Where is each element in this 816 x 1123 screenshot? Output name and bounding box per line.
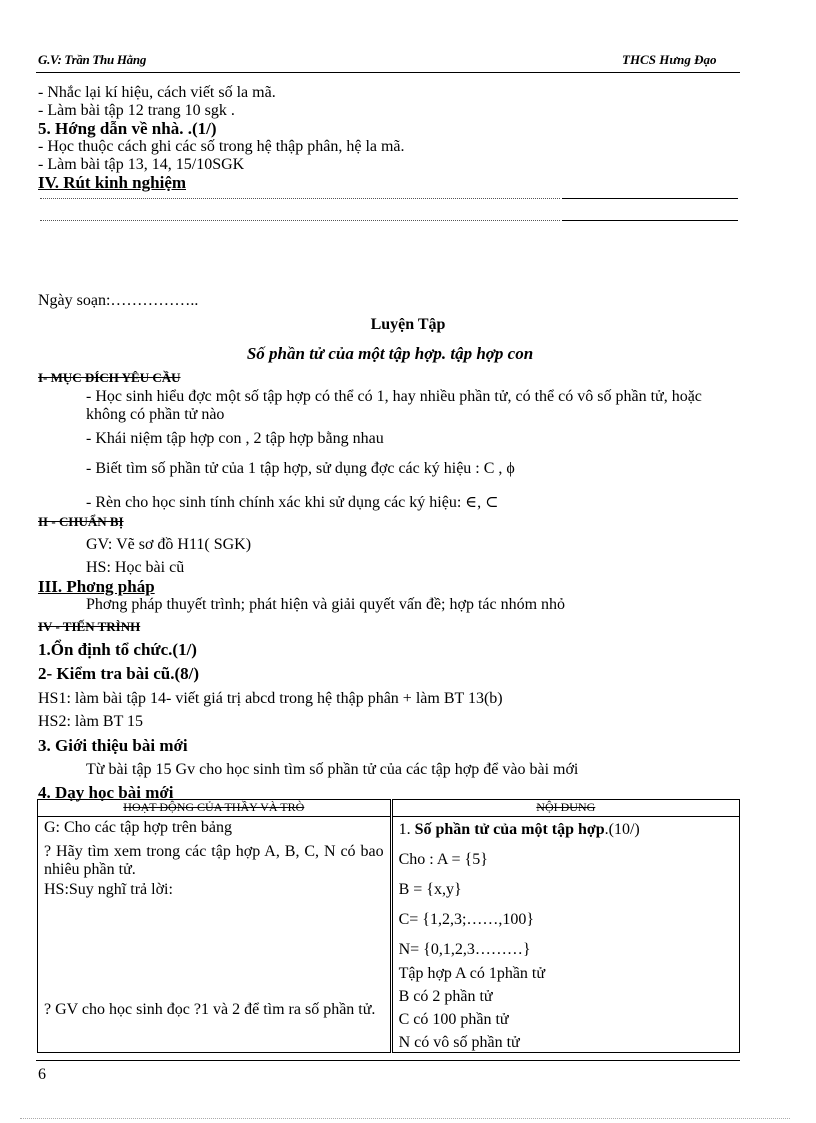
text-line: - Làm bài tập 13, 14, 15/10SGK xyxy=(38,156,245,173)
section-iv-title: IV. Rút kinh nghiệm xyxy=(38,173,187,192)
section-ii-title: II - CHUẨN BỊ xyxy=(38,514,124,529)
lesson-table xyxy=(37,799,740,1053)
header-school: THCS Hưng Đạo xyxy=(622,52,717,67)
text-line: - Làm bài tập 12 trang 10 sgk . xyxy=(38,102,235,119)
method-text: Phơng pháp thuyết trình; phát hiện và giải quyết vấn đề; hợp tác nhóm nhỏ xyxy=(86,596,566,613)
header-rule xyxy=(36,72,740,73)
objective-item: - Biết tìm số phần tử của 1 tập hợp, sử dụng đợc các ký hiệu : C , ϕ xyxy=(86,460,515,477)
section-i-title: I- MỤC ĐÍCH YÊU CẦU xyxy=(38,370,181,385)
lesson-subtitle: Số phần tử của một tập hợp. tập hợp con xyxy=(246,344,534,363)
activity-line: G: Cho các tập hợp trên bảng xyxy=(44,819,232,836)
dotted-rule xyxy=(40,198,560,199)
step-4: 4. Dạy học bài mới xyxy=(38,783,174,802)
hs1-task: HS1: làm bài tập 14- viết giá trị abcd trong hệ thập phân + làm BT 13(b) xyxy=(38,690,503,707)
section-5-title: 5. Hớng dẫn về nhà. .(1/) xyxy=(38,119,217,138)
prep-item: GV: Vẽ sơ đồ H11( SGK) xyxy=(86,536,252,553)
content-title-number: 1. xyxy=(398,821,411,838)
section-iv-process-title: IV - TIẾN TRÌNH xyxy=(38,619,141,634)
dotted-rule xyxy=(40,220,560,221)
footer-rule xyxy=(36,1060,740,1061)
activity-line: ? GV cho học sinh đọc ?1 và 2 để tìm ra số phần tử. xyxy=(44,1001,376,1018)
activity-line: ? Hãy tìm xem trong các tập hợp A, B, C, N có bao nhiêu phần tử. xyxy=(44,843,384,878)
objective-item: - Khái niệm tập hợp con , 2 tập hợp bằng nhau xyxy=(86,430,384,447)
result-line: Tập hợp A có 1phần tử xyxy=(398,965,546,982)
step-1: 1.Ổn định tổ chức.(1/) xyxy=(38,640,197,659)
content-title-time: .(10/) xyxy=(604,821,640,838)
objective-item: - Rèn cho học sinh tính chính xác khi sử dụng các ký hiệu: ∈, ⊂ xyxy=(86,494,499,511)
step-3-text: Từ bài tập 15 Gv cho học sinh tìm số phần tử của các tập hợp để vào bài mới xyxy=(86,761,579,778)
content-title: Số phần tử của một tập hợp xyxy=(414,821,605,838)
solid-rule xyxy=(562,220,738,221)
hs2-task: HS2: làm BT 15 xyxy=(38,713,144,730)
solid-rule xyxy=(562,198,738,199)
set-line: B = {x,y} xyxy=(398,881,462,898)
section-iii-title: III. Phơng pháp xyxy=(38,577,155,596)
result-line: C có 100 phần tử xyxy=(398,1011,509,1028)
result-line: B có 2 phần tử xyxy=(398,988,493,1005)
prep-item: HS: Học bài cũ xyxy=(86,559,185,576)
text-line: - Nhắc lại kí hiệu, cách viết số la mã. xyxy=(38,84,276,101)
content-cell xyxy=(391,817,739,1053)
result-line: N có vô số phần tử xyxy=(398,1034,520,1051)
page-number: 6 xyxy=(38,1066,46,1083)
text-line: - Học thuộc cách ghi các số trong hệ thập phân, hệ la mã. xyxy=(38,138,405,155)
step-2: 2- Kiểm tra bài cũ.(8/) xyxy=(38,664,199,683)
activity-line: HS:Suy nghĩ trả lời: xyxy=(44,881,173,898)
header-teacher: G.V: Trần Thu Hằng xyxy=(38,52,147,67)
set-line: N= {0,1,2,3………} xyxy=(398,941,531,958)
step-3: 3. Giới thiệu bài mới xyxy=(38,736,188,755)
page-bottom-rule xyxy=(20,1118,790,1119)
activity-cell xyxy=(38,817,392,1053)
date-label: Ngày soạn:…………….. xyxy=(38,292,199,309)
lesson-title: Luyện Tập xyxy=(370,316,446,333)
set-line: Cho : A = {5} xyxy=(398,851,488,868)
set-line: C= {1,2,3;……,100} xyxy=(398,911,535,928)
objective-item: - Học sinh hiểu đợc một số tập hợp có thể có 1, hay nhiều phần tử, có thể có vô số phần tử, hoặc không có phần tử nào xyxy=(86,388,702,423)
col-content-header: NỘI DUNG xyxy=(391,800,739,817)
col-activity-header: HOẠT ĐỘNG CỦA THẦY VÀ TRÒ xyxy=(38,800,392,817)
